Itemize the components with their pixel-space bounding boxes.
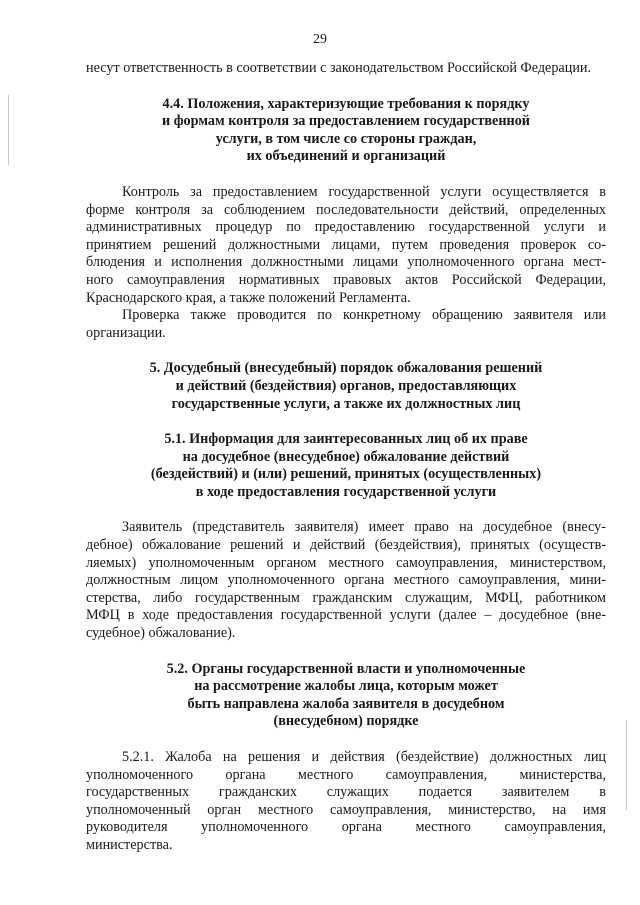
text-line: ляемых) уполномоченным органом местного самоуправления, министерством, [86,554,606,571]
section-4-4-heading [86,96,606,166]
text-line: Проверка также проводится по конкретному обращению заявителя или [122,307,606,324]
section-4-4-paragraph-1 [86,184,606,307]
heading-line: в ходе предоставления государственной услуги [195,483,497,500]
text-line: организации. [86,324,166,341]
text-line: 5.2.1. Жалоба на решения и действия (бездействие) должностных лиц [122,749,606,765]
text-line: Краснодарского края, а также положений Регламента. [86,289,411,306]
heading-line: (бездействий) и (или) решений, принятых (осуществленных) [150,466,542,483]
intro-line: несут ответственность в соответствии с законодательством Российской Федерации. [86,60,592,76]
text-line: министерства. [86,836,173,853]
text-line: должностным лицом уполномоченного органа местного самоуправления, мини- [86,572,606,589]
text-line: дебное) обжалование решений и действий (бездействия), принятых (осуществ- [86,537,606,554]
heading-line: 5.2. Органы государственной власти и уполномоченные [166,660,526,677]
text-line: стерства, либо государственным гражданским служащим, МФЦ, работником [86,589,606,606]
text-line: государственных гражданских служащих подается заявителем в [86,784,606,801]
section-5-2-heading [86,661,606,731]
text-line: форме контроля за соблюдением последовательности действий, определенных [86,201,606,218]
page-content [86,60,606,855]
heading-line: (внесудебном) порядке [273,713,419,730]
text-line: судебное) обжалование). [86,625,236,642]
heading-line: 5. Досудебный (внесудебный) порядок обжалования решений [149,360,543,377]
heading-line: быть направлена жалоба заявителя в досудебном [187,695,505,712]
text-line: административных процедур по предоставлению государственной услуги и [86,219,606,236]
text-line: уполномоченного органа местного самоуправления, министерства, [86,766,606,783]
text-line: принятием решений должностными лицами, путем проведения проверок со- [86,236,606,253]
text-line: руководителя уполномоченного органа местного самоуправления, [86,819,606,836]
heading-line: на рассмотрение жалобы лица, которым может [194,678,498,695]
scan-margin-mark [626,720,627,810]
text-line: Контроль за предоставлением государственной услуги осуществляется в [122,183,606,200]
heading-line: государственные услуги, а также их должностных лиц [171,395,521,412]
section-5-2-paragraph [86,749,606,855]
section-5-1-paragraph [86,519,606,642]
heading-line: на досудебное (внесудебное) обжалование действий [182,448,510,465]
section-4-4-paragraph-2 [86,307,606,342]
scan-margin-mark [8,95,9,165]
heading-line: 4.4. Положения, характеризующие требования к порядку [162,95,530,112]
section-5-heading [86,360,606,413]
heading-line: их объединений и организаций [246,148,446,165]
text-line: Заявитель (представитель заявителя) имеет право на досудебное (внесу- [122,519,606,536]
page-number: 29 [313,32,327,47]
text-line: блюдения и исполнения должностными лицами уполномоченного органа мест- [86,254,606,271]
text-line: МФЦ в ходе предоставления государственной услуги (далее – досудебное (вне- [86,607,606,624]
text-line: уполномоченный орган местного самоуправления, министерство, на имя [86,801,606,818]
heading-line: и формам контроля за предоставлением государственной [162,113,530,130]
text-line: ного самоуправления нормативных правовых актов Российской Федерации, [86,271,606,288]
heading-line: услуги, в том числе со стороны граждан, [215,130,477,147]
heading-line: и действий (бездействия) органов, предоставляющих [175,377,517,394]
section-5-1-heading [86,431,606,501]
heading-line: 5.1. Информация для заинтересованных лиц об их праве [164,431,528,448]
